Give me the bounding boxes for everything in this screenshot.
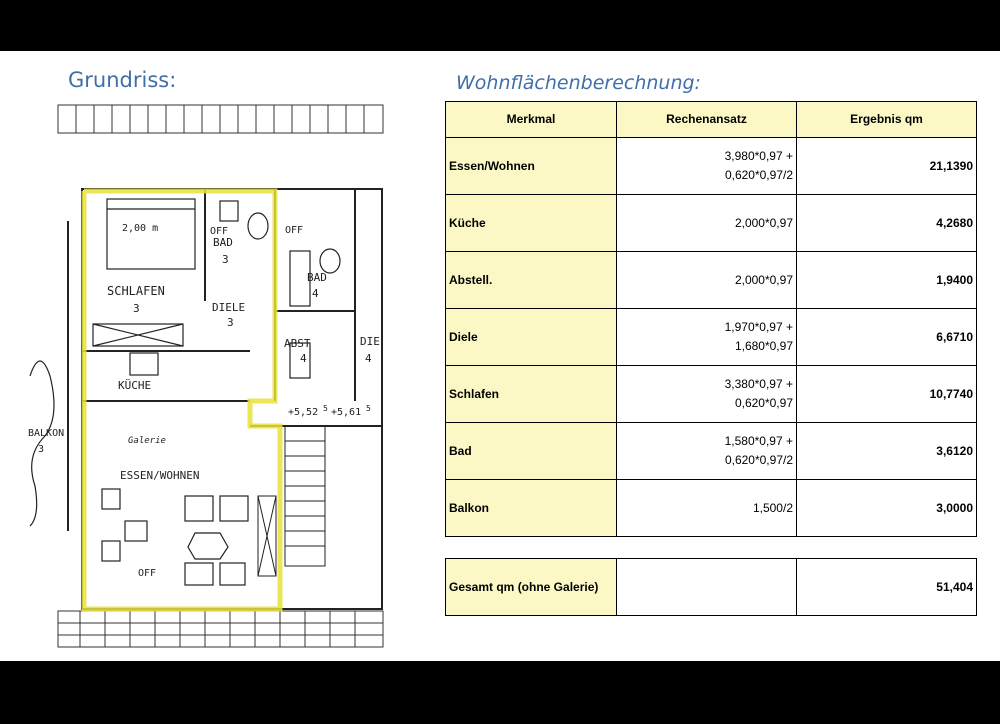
row-merkmal: Küche [446, 195, 617, 252]
total-label: Gesamt qm (ohne Galerie) [446, 559, 617, 616]
formula-line-1: 3,980*0,97 + [724, 149, 793, 163]
table-row [446, 480, 977, 537]
total-rechenansatz [617, 559, 797, 616]
living-label: ESSEN/WOHNEN [120, 469, 200, 482]
formula-line-2: 0,620*0,97/2 [724, 168, 793, 182]
row-rechenansatz [617, 138, 797, 195]
bedroom-label: SCHLAFEN [107, 284, 165, 298]
row-merkmal: Essen/Wohnen [446, 138, 617, 195]
header-ergebnis: Ergebnis qm [797, 102, 977, 138]
formula-line-1: 1,970*0,97 + [724, 320, 793, 334]
area-calculation-table [445, 101, 977, 537]
formula-line-1: 1,580*0,97 + [724, 434, 793, 448]
row-ergebnis: 6,6710 [797, 309, 977, 366]
document-page [0, 51, 1000, 661]
staircase [258, 426, 325, 576]
row-ergebnis: 3,0000 [797, 480, 977, 537]
row-rechenansatz [617, 366, 797, 423]
hall-number-2: 4 [365, 352, 372, 365]
furniture [30, 199, 340, 585]
formula-line-1: 3,380*0,97 + [724, 377, 793, 391]
row-merkmal: Bad [446, 423, 617, 480]
row-rechenansatz [617, 480, 797, 537]
bath-label-2: BAD [307, 271, 327, 284]
row-merkmal: Abstell. [446, 252, 617, 309]
floorplan-heading: Grundriss: [68, 68, 177, 92]
hall-label-1: DIELE [212, 301, 246, 314]
level-label-1-sup: 5 [323, 404, 328, 413]
level-label-2: +5,61 [331, 407, 362, 418]
header-rechenansatz: Rechenansatz [617, 102, 797, 138]
table-row [446, 195, 977, 252]
table-row [446, 423, 977, 480]
hall-number-1: 3 [227, 316, 234, 329]
bed-dimension-label: 2,00 m [122, 223, 159, 234]
roof-hatching-bottom [58, 611, 383, 647]
walls [68, 189, 382, 609]
row-merkmal: Diele [446, 309, 617, 366]
formula-line-1: 2,000*0,97 [734, 215, 793, 230]
table-header-row [446, 102, 977, 138]
row-ergebnis: 3,6120 [797, 423, 977, 480]
row-merkmal: Balkon [446, 480, 617, 537]
row-rechenansatz [617, 252, 797, 309]
level-label-1: +5,52 [288, 407, 319, 418]
table-row [446, 309, 977, 366]
row-ergebnis: 10,7740 [797, 366, 977, 423]
off-label-1: OFF [210, 226, 229, 237]
balcony-number: 3 [38, 444, 45, 455]
storage-label: ABST [284, 337, 311, 350]
storage-number: 4 [300, 352, 307, 365]
table-row [446, 138, 977, 195]
kitchen-label: KÜCHE [118, 379, 152, 392]
off-label-2: OFF [285, 225, 304, 236]
calculation-heading: Wohnflächenberechnung: [456, 72, 701, 94]
table-row [446, 366, 977, 423]
total-value: 51,404 [797, 559, 977, 616]
bath-label-1: BAD [213, 236, 233, 249]
header-merkmal: Merkmal [446, 102, 617, 138]
row-ergebnis: 21,1390 [797, 138, 977, 195]
formula-line-2: 0,620*0,97 [734, 396, 793, 410]
off-label-3: OFF [138, 568, 157, 579]
row-rechenansatz [617, 309, 797, 366]
table-row [446, 252, 977, 309]
formula-line-1: 1,500/2 [752, 500, 793, 515]
level-label-2-sup: 5 [366, 404, 371, 413]
formula-line-2: 1,680*0,97 [734, 339, 793, 353]
bath-number-1: 3 [222, 253, 229, 266]
gallery-label: Galerie [128, 436, 166, 446]
row-ergebnis: 1,9400 [797, 252, 977, 309]
total-table [445, 558, 977, 616]
row-merkmal: Schlafen [446, 366, 617, 423]
hall-label-2: DIE [360, 335, 380, 348]
formula-line-2: 0,620*0,97/2 [724, 453, 793, 467]
formula-line-1: 2,000*0,97 [734, 272, 793, 287]
total-row [446, 559, 977, 616]
floor-plan-drawing [10, 101, 385, 653]
bath-number-2: 4 [312, 287, 319, 300]
row-rechenansatz [617, 423, 797, 480]
bedroom-number: 3 [133, 302, 140, 315]
roof-hatching-top [58, 105, 383, 133]
row-ergebnis: 4,2680 [797, 195, 977, 252]
balcony-label: BALKON [28, 428, 65, 439]
row-rechenansatz [617, 195, 797, 252]
